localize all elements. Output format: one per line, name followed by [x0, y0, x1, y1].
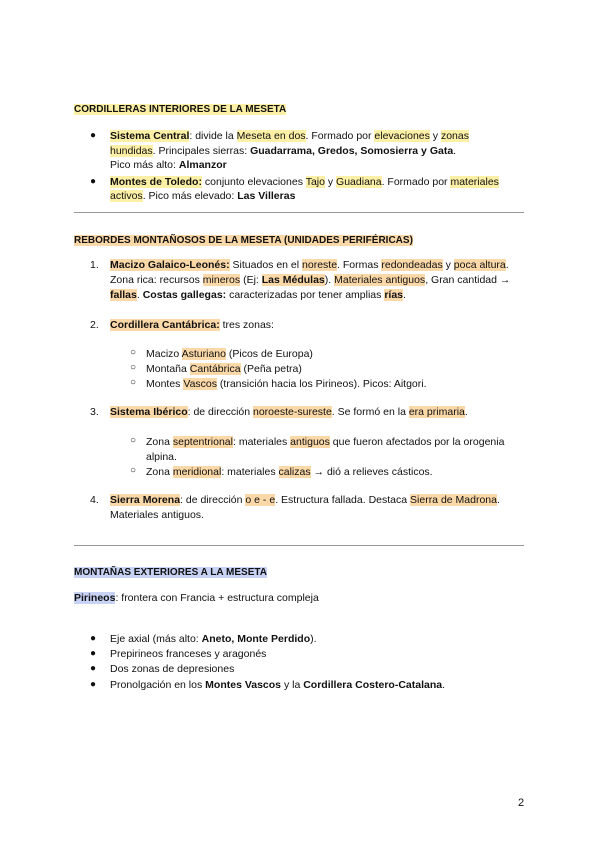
bullet-icon: ●: [90, 648, 97, 659]
section-title-montanas-exteriores: MONTAÑAS EXTERIORES A LA MESETA: [74, 567, 267, 578]
list-item-sistema-central-line2: hundidas. Principales sierras: Guadarrama, Gredos, Somosierra y Gata.: [110, 145, 457, 157]
list-number: 4.: [90, 494, 99, 506]
list-item-macizo-galaico-line2: Zona rica: recursos mineros (Ej: Las Médulas). Materiales antiguos, Gran cantidad →: [110, 274, 511, 286]
bullet-icon: ●: [90, 633, 97, 644]
list-number: 1.: [90, 259, 99, 271]
list-item-eje-axial: Eje axial (más alto: Aneto, Monte Perdido).: [110, 633, 317, 645]
sub-item-montes-vascos: Montes Vascos (transición hacia los Pirineos). Picos: Aitgori.: [146, 378, 427, 390]
sub-item-zona-meridional: Zona meridional: materiales calizas → dió a relieves cásticos.: [146, 466, 433, 478]
page-number: 2: [518, 797, 525, 809]
list-item-macizo-galaico: Macizo Galaico-Leonés: Situados en el noreste. Formas redondeadas y poca altura.: [110, 259, 509, 271]
pirineos-line: Pirineos: frontera con Francia + estructura compleja: [74, 592, 319, 604]
hollow-bullet-icon: ○: [130, 435, 137, 446]
list-item-pronolgacion: Pronolgación en los Montes Vascos y la Cordillera Costero-Catalana.: [110, 679, 446, 691]
sub-item-zona-septentrional: Zona septentrional: materiales antiguos que fueron afectados por la orogenia: [146, 436, 505, 448]
divider: [74, 545, 524, 546]
list-number: 2.: [90, 319, 99, 331]
list-item-montes-toledo: Montes de Toledo: conjunto elevaciones Tajo y Guadiana. Formado por materiales: [110, 176, 499, 188]
hollow-bullet-icon: ○: [130, 362, 137, 373]
sub-item-macizo-asturiano: Macizo Asturiano (Picos de Europa): [146, 348, 313, 360]
list-item-macizo-galaico-line3: fallas. Costas gallegas: caracterizadas por tener amplias rías.: [110, 289, 406, 301]
list-item-prepirineos: Prepirineos franceses y aragonés: [110, 648, 267, 660]
list-item-cordillera-cantabrica: Cordillera Cantábrica: tres zonas:: [110, 319, 274, 331]
divider: [74, 212, 524, 213]
section-title-rebordes: REBORDES MONTAÑOSOS DE LA MESETA (UNIDADES PERIFÉRICAS): [74, 235, 413, 246]
list-item-depresiones: Dos zonas de depresiones: [110, 663, 235, 675]
list-number: 3.: [90, 406, 99, 418]
list-item-sierra-morena-line2: Materiales antiguos.: [110, 509, 204, 521]
section-title-cordilleras-interiores: CORDILLERAS INTERIORES DE LA MESETA: [74, 104, 287, 115]
list-item-sistema-central-line3: Pico más alto: Almanzor: [110, 159, 227, 171]
sub-item-zona-septentrional-line2: alpina.: [146, 451, 177, 463]
list-item-sistema-iberico: Sistema Ibérico: de dirección noroeste-sureste. Se formó en la era primaria.: [110, 406, 468, 418]
list-item-montes-toledo-line2: activos. Pico más elevado: Las Villeras: [110, 190, 296, 202]
bullet-icon: ●: [90, 663, 97, 674]
list-item-sistema-central: Sistema Central: divide la Meseta en dos. Formado por elevaciones y zonas: [110, 130, 469, 142]
hollow-bullet-icon: ○: [130, 465, 137, 476]
hollow-bullet-icon: ○: [130, 377, 137, 388]
sub-item-montana-cantabrica: Montaña Cantábrica (Peña petra): [146, 363, 302, 375]
bullet-icon: ●: [90, 176, 97, 187]
bullet-icon: ●: [90, 679, 97, 690]
hollow-bullet-icon: ○: [130, 347, 137, 358]
list-item-sierra-morena: Sierra Morena: de dirección o e - e. Estructura fallada. Destaca Sierra de Madrona.: [110, 494, 500, 506]
bullet-icon: ●: [90, 130, 97, 141]
